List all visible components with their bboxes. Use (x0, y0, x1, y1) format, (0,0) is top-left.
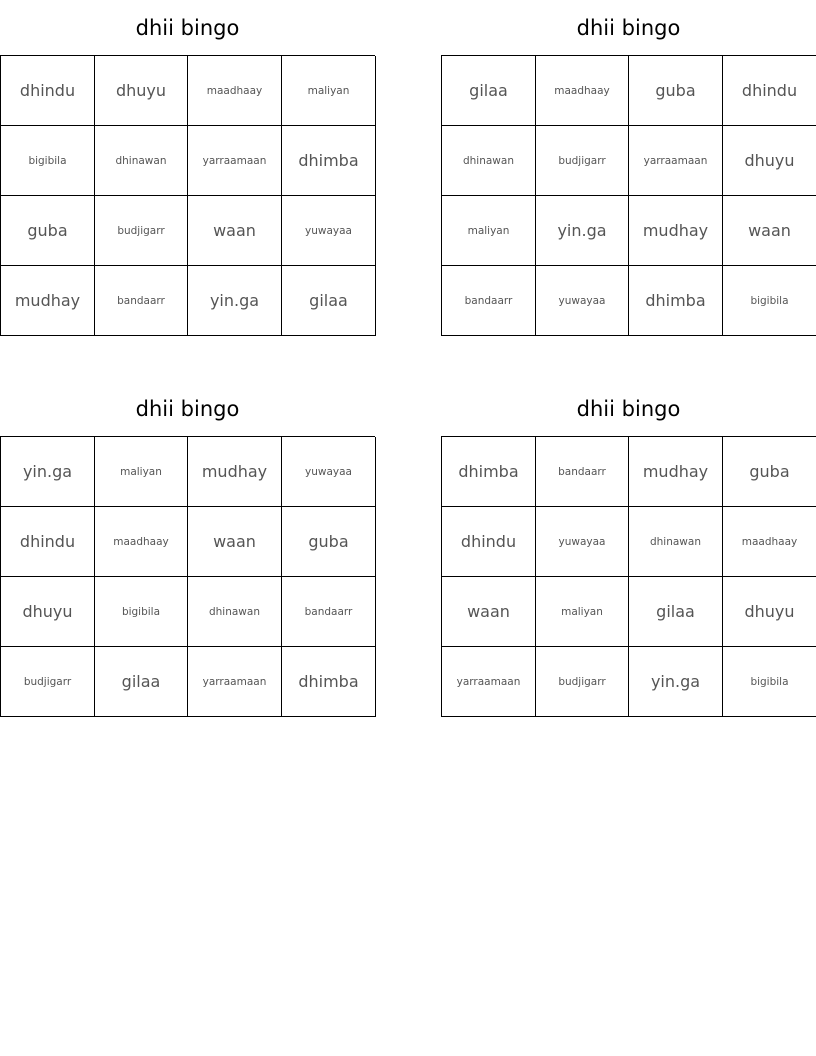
bingo-cell: maliyan (536, 577, 629, 647)
bingo-cell: waan (723, 196, 816, 266)
bingo-cell: yin.ga (536, 196, 629, 266)
bingo-cell: dhuyu (95, 56, 188, 126)
bingo-grid (0, 436, 375, 717)
bingo-cell: dhinawan (442, 126, 536, 196)
bingo-cell: budjigarr (536, 126, 629, 196)
bingo-cell: gilaa (95, 647, 188, 717)
bingo-cell: yuwayaa (536, 266, 629, 336)
bingo-cell: yarraamaan (188, 647, 282, 717)
bingo-card-4 (441, 381, 816, 717)
bingo-cell: maadhaay (188, 56, 282, 126)
bingo-grid (441, 55, 816, 336)
bingo-cell: bandaarr (95, 266, 188, 336)
bingo-cell: dhinawan (95, 126, 188, 196)
bingo-grid (441, 436, 816, 717)
bingo-cell: dhindu (442, 507, 536, 577)
bingo-cell: budjigarr (1, 647, 95, 717)
bingo-cell: gilaa (629, 577, 723, 647)
bingo-cell: guba (723, 437, 816, 507)
bingo-cell: mudhay (629, 196, 723, 266)
bingo-cell: yuwayaa (536, 507, 629, 577)
bingo-cell: maliyan (282, 56, 376, 126)
bingo-cell: dhuyu (723, 126, 816, 196)
bingo-cell: maliyan (95, 437, 188, 507)
bingo-cell: bigibila (723, 266, 816, 336)
bingo-cell: waan (442, 577, 536, 647)
bingo-cell: yin.ga (1, 437, 95, 507)
bingo-cell: dhindu (1, 507, 95, 577)
bingo-card-3 (0, 381, 375, 717)
card-title: dhii bingo (135, 16, 240, 40)
bingo-cell: mudhay (1, 266, 95, 336)
bingo-cell: yin.ga (629, 647, 723, 717)
card-title: dhii bingo (135, 397, 240, 421)
bingo-cell: dhindu (723, 56, 816, 126)
bingo-cell: dhimba (442, 437, 536, 507)
bingo-cell: gilaa (282, 266, 376, 336)
bingo-cell: dhinawan (629, 507, 723, 577)
bingo-cell: waan (188, 196, 282, 266)
bingo-cell: guba (629, 56, 723, 126)
bingo-cell: dhimba (629, 266, 723, 336)
bingo-cell: bigibila (1, 126, 95, 196)
bingo-cell: dhimba (282, 647, 376, 717)
bingo-cell: yarraamaan (188, 126, 282, 196)
bingo-card-2 (441, 0, 816, 336)
bingo-card-1 (0, 0, 375, 336)
bingo-cell: yarraamaan (629, 126, 723, 196)
bingo-cell: yuwayaa (282, 437, 376, 507)
bingo-cell: mudhay (629, 437, 723, 507)
bingo-cell: budjigarr (536, 647, 629, 717)
bingo-cell: dhuyu (1, 577, 95, 647)
bingo-cell: yin.ga (188, 266, 282, 336)
bingo-cell: dhuyu (723, 577, 816, 647)
bingo-cell: gilaa (442, 56, 536, 126)
bingo-cell: dhindu (1, 56, 95, 126)
bingo-cell: yarraamaan (442, 647, 536, 717)
bingo-grid (0, 55, 375, 336)
bingo-cell: maadhaay (95, 507, 188, 577)
bingo-cell: maadhaay (723, 507, 816, 577)
bingo-cell: yuwayaa (282, 196, 376, 266)
bingo-cell: bigibila (723, 647, 816, 717)
bingo-cell: bigibila (95, 577, 188, 647)
bingo-cell: guba (282, 507, 376, 577)
bingo-cell: guba (1, 196, 95, 266)
card-title: dhii bingo (576, 397, 681, 421)
bingo-cell: mudhay (188, 437, 282, 507)
bingo-cell: bandaarr (442, 266, 536, 336)
bingo-cell: maadhaay (536, 56, 629, 126)
bingo-cell: bandaarr (282, 577, 376, 647)
bingo-cell: dhinawan (188, 577, 282, 647)
bingo-cell: waan (188, 507, 282, 577)
card-title: dhii bingo (576, 16, 681, 40)
bingo-cell: budjigarr (95, 196, 188, 266)
bingo-cell: bandaarr (536, 437, 629, 507)
bingo-cell: maliyan (442, 196, 536, 266)
bingo-cell: dhimba (282, 126, 376, 196)
